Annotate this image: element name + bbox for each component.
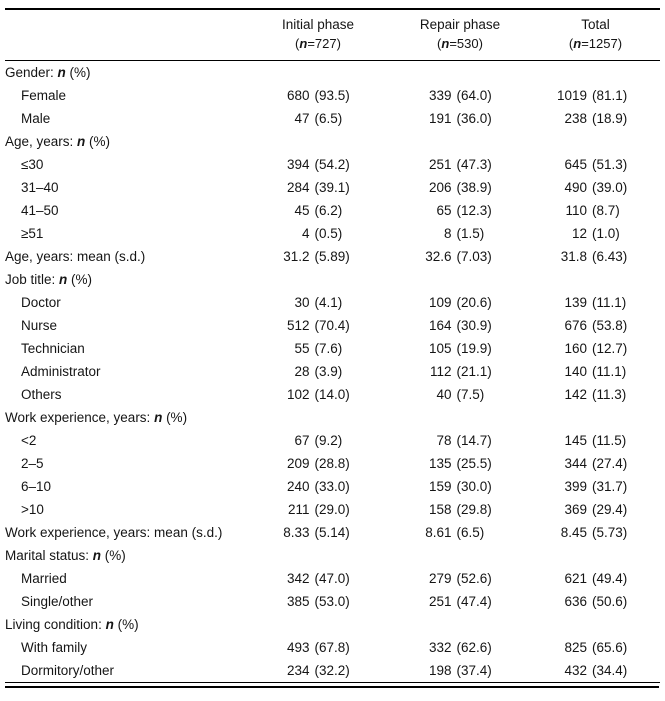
n-variable: n bbox=[573, 36, 582, 51]
count-value: 234 bbox=[286, 663, 310, 678]
count-value: 45 bbox=[294, 203, 310, 218]
value-cell bbox=[531, 199, 660, 222]
value-cell bbox=[247, 176, 389, 199]
count-value: 8.45 bbox=[560, 525, 587, 540]
value-cell bbox=[247, 429, 389, 452]
data-row bbox=[5, 360, 660, 383]
count-value: 206 bbox=[428, 180, 452, 195]
column-title: Repair phase bbox=[419, 17, 501, 32]
percent-value: (5.89) bbox=[314, 249, 350, 264]
count-value: 159 bbox=[428, 479, 452, 494]
row-label: ≥51 bbox=[21, 226, 44, 241]
data-row bbox=[5, 153, 660, 176]
value-cell bbox=[389, 176, 531, 199]
value-cell bbox=[247, 452, 389, 475]
count-value: 394 bbox=[286, 157, 310, 172]
row-label: With family bbox=[21, 640, 88, 655]
percent-value: (64.0) bbox=[456, 88, 492, 103]
count-value: 55 bbox=[294, 341, 310, 356]
row-label: Age, years: mean (s.d.) bbox=[5, 249, 146, 264]
data-row bbox=[5, 475, 660, 498]
percent-value: (7.6) bbox=[314, 341, 343, 356]
value-cell bbox=[389, 383, 531, 406]
count-value: 8.61 bbox=[425, 525, 452, 540]
percent-value: (34.4) bbox=[592, 663, 628, 678]
value-cell bbox=[247, 291, 389, 314]
count-value: 636 bbox=[564, 594, 587, 609]
column-title: Initial phase bbox=[281, 17, 355, 32]
value-cell bbox=[247, 613, 389, 636]
value-cell bbox=[531, 406, 660, 429]
value-cell bbox=[247, 153, 389, 176]
value-cell bbox=[389, 498, 531, 521]
count-value: 825 bbox=[564, 640, 587, 655]
value-cell bbox=[531, 176, 660, 199]
value-cell bbox=[531, 245, 660, 268]
count-value: 251 bbox=[428, 594, 452, 609]
value-cell bbox=[247, 130, 389, 153]
value-cell bbox=[247, 636, 389, 659]
percent-value: (11.1) bbox=[592, 364, 627, 379]
percent-value: (21.1) bbox=[456, 364, 492, 379]
percent-value: (11.1) bbox=[592, 295, 627, 310]
data-row bbox=[5, 291, 660, 314]
value-cell bbox=[389, 107, 531, 130]
row-label: Technician bbox=[21, 341, 85, 356]
percent-value: (9.2) bbox=[314, 433, 343, 448]
data-row bbox=[5, 84, 660, 107]
data-row bbox=[5, 521, 660, 544]
value-cell bbox=[247, 590, 389, 613]
count-value: 142 bbox=[564, 387, 587, 402]
value-cell bbox=[389, 130, 531, 153]
header-row bbox=[5, 9, 660, 61]
value-cell bbox=[389, 429, 531, 452]
data-row bbox=[5, 337, 660, 360]
percent-value: (53.0) bbox=[314, 594, 350, 609]
data-row bbox=[5, 222, 660, 245]
data-row bbox=[5, 429, 660, 452]
value-cell bbox=[247, 84, 389, 107]
row-label: Doctor bbox=[21, 295, 61, 310]
value-cell bbox=[247, 337, 389, 360]
percent-value: (52.6) bbox=[456, 571, 492, 586]
percent-value: (4.1) bbox=[314, 295, 343, 310]
percent-value: (36.0) bbox=[456, 111, 492, 126]
count-value: 284 bbox=[286, 180, 310, 195]
percent-value: (50.6) bbox=[592, 594, 628, 609]
row-label: Nurse bbox=[21, 318, 58, 333]
percent-value: (19.9) bbox=[456, 341, 492, 356]
count-value: 680 bbox=[286, 88, 310, 103]
percent-value: (54.2) bbox=[314, 157, 350, 172]
row-label: Work experience, years: n (%) bbox=[5, 410, 188, 425]
n-variable: n bbox=[92, 548, 102, 563]
data-row bbox=[5, 314, 660, 337]
count-value: 198 bbox=[428, 663, 452, 678]
n-variable: n bbox=[105, 617, 114, 632]
row-label: Age, years: n (%) bbox=[5, 134, 111, 149]
count-value: 238 bbox=[564, 111, 587, 126]
count-value: 399 bbox=[564, 479, 587, 494]
percent-value: (70.4) bbox=[314, 318, 350, 333]
percent-value: (14.7) bbox=[456, 433, 492, 448]
percent-value: (11.3) bbox=[592, 387, 627, 402]
count-value: 65 bbox=[436, 203, 452, 218]
count-value: 102 bbox=[286, 387, 310, 402]
count-value: 339 bbox=[428, 88, 452, 103]
section-row bbox=[5, 268, 660, 291]
value-cell bbox=[531, 153, 660, 176]
row-label: Administrator bbox=[21, 364, 101, 379]
percent-value: (3.9) bbox=[314, 364, 343, 379]
count-value: 140 bbox=[564, 364, 587, 379]
count-value: 40 bbox=[436, 387, 452, 402]
row-label: 31–40 bbox=[21, 180, 59, 195]
count-value: 30 bbox=[294, 295, 310, 310]
value-cell bbox=[531, 544, 660, 567]
value-cell bbox=[247, 245, 389, 268]
value-cell bbox=[247, 659, 389, 683]
percent-value: (6.43) bbox=[592, 249, 628, 264]
value-cell bbox=[247, 544, 389, 567]
value-cell bbox=[531, 107, 660, 130]
n-variable: n bbox=[154, 410, 163, 425]
value-cell bbox=[531, 498, 660, 521]
n-variable: n bbox=[441, 36, 450, 51]
row-label: Job title: n (%) bbox=[5, 272, 93, 287]
count-value: 78 bbox=[436, 433, 452, 448]
percent-value: (14.0) bbox=[314, 387, 350, 402]
percent-value: (7.03) bbox=[456, 249, 492, 264]
value-cell bbox=[531, 291, 660, 314]
percent-value: (49.4) bbox=[592, 571, 628, 586]
row-label: Gender: n (%) bbox=[5, 65, 91, 80]
data-row bbox=[5, 636, 660, 659]
percent-value: (29.0) bbox=[314, 502, 350, 517]
data-row bbox=[5, 567, 660, 590]
data-row bbox=[5, 176, 660, 199]
value-cell bbox=[247, 360, 389, 383]
percent-value: (47.0) bbox=[314, 571, 350, 586]
n-variable: n bbox=[57, 65, 66, 80]
count-value: 164 bbox=[428, 318, 452, 333]
percent-value: (1.0) bbox=[592, 226, 620, 241]
percent-value: (5.14) bbox=[314, 525, 350, 540]
value-cell bbox=[389, 406, 531, 429]
count-value: 12 bbox=[571, 226, 587, 241]
count-value: 493 bbox=[286, 640, 310, 655]
row-label: Male bbox=[21, 111, 51, 126]
percent-value: (38.9) bbox=[456, 180, 492, 195]
value-cell bbox=[247, 314, 389, 337]
value-cell bbox=[531, 222, 660, 245]
count-value: 240 bbox=[286, 479, 310, 494]
count-value: 279 bbox=[428, 571, 452, 586]
percent-value: (67.8) bbox=[314, 640, 350, 655]
percent-value: (27.4) bbox=[592, 456, 628, 471]
percent-value: (32.2) bbox=[314, 663, 350, 678]
row-label: Living condition: n (%) bbox=[5, 617, 139, 632]
value-cell bbox=[389, 337, 531, 360]
row-label: ≤30 bbox=[21, 157, 44, 172]
count-value: 344 bbox=[564, 456, 587, 471]
row-label: 6–10 bbox=[21, 479, 52, 494]
percent-value: (11.5) bbox=[592, 433, 627, 448]
section-row bbox=[5, 613, 660, 636]
section-row bbox=[5, 544, 660, 567]
value-cell bbox=[247, 383, 389, 406]
data-row bbox=[5, 383, 660, 406]
column-header-total bbox=[531, 9, 660, 61]
value-cell bbox=[389, 222, 531, 245]
percent-value: (5.73) bbox=[592, 525, 628, 540]
value-cell bbox=[389, 590, 531, 613]
value-cell bbox=[531, 383, 660, 406]
count-value: 369 bbox=[564, 502, 587, 517]
column-sample-size: (n=727) bbox=[295, 36, 341, 51]
value-cell bbox=[531, 659, 660, 683]
data-row bbox=[5, 590, 660, 613]
row-label: <2 bbox=[21, 433, 37, 448]
percent-value: (81.1) bbox=[592, 88, 628, 103]
percent-value: (93.5) bbox=[314, 88, 350, 103]
count-value: 135 bbox=[428, 456, 452, 471]
count-value: 385 bbox=[286, 594, 310, 609]
value-cell bbox=[389, 153, 531, 176]
count-value: 332 bbox=[428, 640, 452, 655]
value-cell bbox=[531, 521, 660, 544]
value-cell bbox=[389, 613, 531, 636]
value-cell bbox=[389, 521, 531, 544]
value-cell bbox=[247, 107, 389, 130]
value-cell bbox=[531, 429, 660, 452]
row-label: Others bbox=[21, 387, 62, 402]
data-row bbox=[5, 452, 660, 475]
count-value: 145 bbox=[564, 433, 587, 448]
percent-value: (39.0) bbox=[592, 180, 628, 195]
value-cell bbox=[247, 521, 389, 544]
percent-value: (1.5) bbox=[456, 226, 485, 241]
value-cell bbox=[389, 567, 531, 590]
percent-value: (6.5) bbox=[314, 111, 343, 126]
value-cell bbox=[389, 61, 531, 85]
value-cell bbox=[531, 613, 660, 636]
percent-value: (47.4) bbox=[456, 594, 492, 609]
count-value: 110 bbox=[565, 203, 587, 218]
value-cell bbox=[389, 291, 531, 314]
count-value: 160 bbox=[564, 341, 587, 356]
percent-value: (53.8) bbox=[592, 318, 628, 333]
count-value: 8 bbox=[443, 226, 452, 241]
percent-value: (7.5) bbox=[456, 387, 485, 402]
value-cell bbox=[247, 475, 389, 498]
percent-value: (29.8) bbox=[456, 502, 492, 517]
percent-value: (37.4) bbox=[456, 663, 492, 678]
percent-value: (39.1) bbox=[314, 180, 350, 195]
row-label: 2–5 bbox=[21, 456, 44, 471]
percent-value: (8.7) bbox=[592, 203, 620, 218]
value-cell bbox=[531, 61, 660, 85]
data-row bbox=[5, 659, 660, 683]
table-header bbox=[5, 9, 660, 61]
percent-value: (12.7) bbox=[592, 341, 628, 356]
count-value: 32.6 bbox=[425, 249, 452, 264]
percent-value: (65.6) bbox=[592, 640, 628, 655]
count-value: 28 bbox=[294, 364, 310, 379]
value-cell bbox=[531, 475, 660, 498]
percent-value: (28.8) bbox=[314, 456, 350, 471]
count-value: 109 bbox=[428, 295, 452, 310]
section-row bbox=[5, 406, 660, 429]
data-row bbox=[5, 245, 660, 268]
data-row bbox=[5, 498, 660, 521]
value-cell bbox=[531, 452, 660, 475]
percent-value: (47.3) bbox=[456, 157, 492, 172]
percent-value: (33.0) bbox=[314, 479, 350, 494]
value-cell bbox=[389, 245, 531, 268]
row-label: Marital status: n (%) bbox=[5, 548, 126, 563]
count-value: 209 bbox=[286, 456, 310, 471]
row-label: 41–50 bbox=[21, 203, 59, 218]
value-cell bbox=[531, 130, 660, 153]
value-cell bbox=[389, 199, 531, 222]
value-cell bbox=[389, 268, 531, 291]
count-value: 139 bbox=[564, 295, 587, 310]
value-cell bbox=[389, 659, 531, 683]
percent-value: (6.5) bbox=[456, 525, 485, 540]
count-value: 211 bbox=[287, 502, 310, 517]
count-value: 645 bbox=[564, 157, 587, 172]
percent-value: (12.3) bbox=[456, 203, 492, 218]
data-row bbox=[5, 107, 660, 130]
value-cell bbox=[247, 199, 389, 222]
column-header-initial-phase bbox=[247, 9, 389, 61]
value-cell bbox=[389, 314, 531, 337]
value-cell bbox=[389, 636, 531, 659]
count-value: 47 bbox=[294, 111, 310, 126]
count-value: 490 bbox=[564, 180, 587, 195]
value-cell bbox=[531, 337, 660, 360]
count-value: 342 bbox=[286, 571, 310, 586]
value-cell bbox=[247, 222, 389, 245]
count-value: 1019 bbox=[556, 88, 587, 103]
value-cell bbox=[247, 268, 389, 291]
section-row bbox=[5, 61, 660, 85]
value-cell bbox=[247, 498, 389, 521]
row-label: >10 bbox=[21, 502, 44, 517]
value-cell bbox=[531, 84, 660, 107]
value-cell bbox=[247, 567, 389, 590]
percent-value: (20.6) bbox=[456, 295, 492, 310]
count-value: 512 bbox=[286, 318, 310, 333]
row-label-header bbox=[5, 9, 247, 61]
percent-value: (6.2) bbox=[314, 203, 343, 218]
value-cell bbox=[531, 268, 660, 291]
percent-value: (30.9) bbox=[456, 318, 492, 333]
column-header-repair-phase bbox=[389, 9, 531, 61]
count-value: 432 bbox=[564, 663, 587, 678]
count-value: 158 bbox=[428, 502, 452, 517]
n-variable: n bbox=[299, 36, 308, 51]
row-label: Female bbox=[21, 88, 67, 103]
percent-value: (18.9) bbox=[592, 111, 628, 126]
value-cell bbox=[531, 360, 660, 383]
count-value: 112 bbox=[429, 364, 452, 379]
percent-value: (29.4) bbox=[592, 502, 628, 517]
percent-value: (31.7) bbox=[592, 479, 628, 494]
column-title: Total bbox=[581, 17, 610, 32]
count-value: 31.2 bbox=[283, 249, 310, 264]
value-cell bbox=[389, 544, 531, 567]
row-label: Dormitory/other bbox=[21, 663, 115, 678]
data-row bbox=[5, 199, 660, 222]
percent-value: (0.5) bbox=[314, 226, 343, 241]
count-value: 105 bbox=[428, 341, 452, 356]
value-cell bbox=[531, 636, 660, 659]
value-cell bbox=[247, 61, 389, 85]
value-cell bbox=[389, 452, 531, 475]
percent-value: (25.5) bbox=[456, 456, 492, 471]
count-value: 8.33 bbox=[283, 525, 310, 540]
value-cell bbox=[247, 406, 389, 429]
count-value: 251 bbox=[428, 157, 452, 172]
value-cell bbox=[389, 84, 531, 107]
n-variable: n bbox=[77, 134, 86, 149]
percent-value: (62.6) bbox=[456, 640, 492, 655]
percent-value: (51.3) bbox=[592, 157, 628, 172]
percent-value: (30.0) bbox=[456, 479, 492, 494]
table-body bbox=[5, 61, 660, 683]
count-value: 31.8 bbox=[560, 249, 587, 264]
value-cell bbox=[531, 590, 660, 613]
value-cell bbox=[531, 567, 660, 590]
row-label: Married bbox=[21, 571, 67, 586]
column-sample-size: (n=1257) bbox=[568, 36, 623, 51]
row-label: Work experience, years: mean (s.d.) bbox=[5, 525, 223, 540]
count-value: 67 bbox=[294, 433, 310, 448]
participant-characteristics-table bbox=[5, 8, 659, 688]
count-value: 4 bbox=[301, 226, 310, 241]
column-sample-size: (n=530) bbox=[437, 36, 483, 51]
section-row bbox=[5, 130, 660, 153]
row-label: Single/other bbox=[21, 594, 94, 609]
value-cell bbox=[389, 475, 531, 498]
data-table bbox=[5, 8, 660, 683]
n-variable: n bbox=[59, 272, 68, 287]
count-value: 621 bbox=[564, 571, 587, 586]
count-value: 191 bbox=[428, 111, 452, 126]
count-value: 676 bbox=[564, 318, 587, 333]
value-cell bbox=[531, 314, 660, 337]
value-cell bbox=[389, 360, 531, 383]
